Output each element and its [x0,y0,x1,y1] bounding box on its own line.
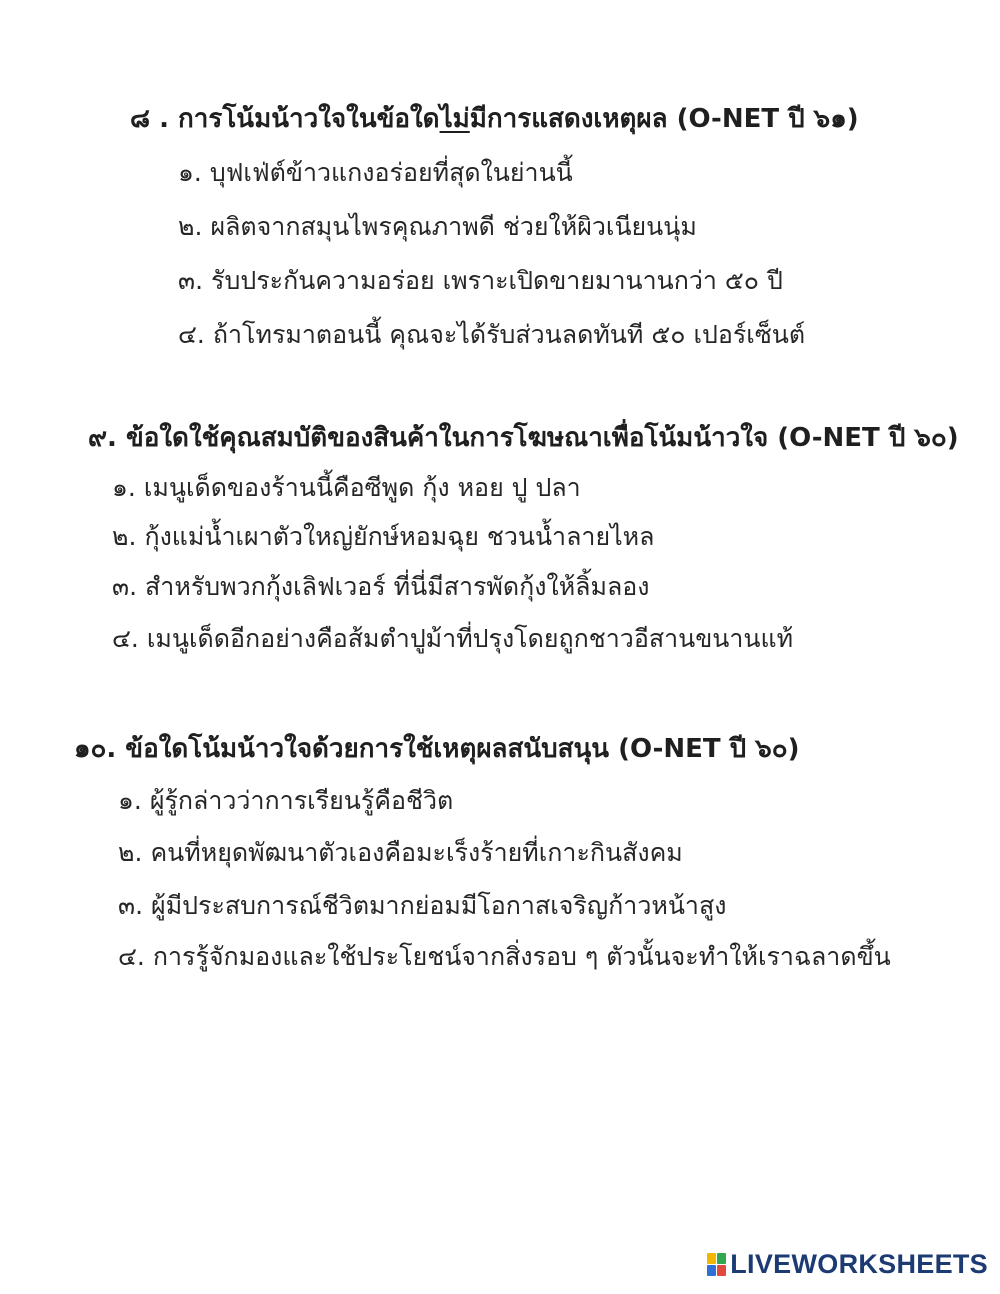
option-number: ๔. [118,942,145,971]
option-text: รับประกันความอร่อย เพราะเปิดขายมานานกว่า ๕๐ ปี [211,266,783,295]
option-number: ๔. [112,624,139,653]
option-4 [112,622,793,656]
option-number: ๒. [118,838,143,867]
option-1 [112,471,581,505]
option-4 [178,318,805,352]
option-number: ๓. [178,266,204,295]
option-text: ผู้รู้กล่าวว่าการเรียนรู้คือชีวิต [149,786,454,815]
question-title-text: ๘ . การโน้มน้าวใจในข้อใด [130,104,440,134]
option-number: ๑. [178,158,202,187]
option-text: กุ้งแม่น้ำเผาตัวใหญ่ยักษ์หอมฉุย ชวนน้ำลายไหล [144,522,655,551]
option-1 [178,156,573,190]
option-number: ๑. [112,473,136,502]
question-title-text: มีการแสดงเหตุผล (O-NET ปี ๖๑) [469,104,859,134]
option-text: สำหรับพวกกุ้งเลิฟเวอร์ ที่นี่มีสารพัดกุ้งให้ลิ้มลอง [145,572,650,601]
option-2 [112,520,654,554]
option-text: ผลิตจากสมุนไพรคุณภาพดี ช่วยให้ผิวเนียนนุ่ม [210,212,697,241]
option-number: ๒. [178,212,203,241]
option-text: บุฟเฟ่ต์ข้าวแกงอร่อยที่สุดในย่านนี้ [209,158,573,187]
underlined-word: ไม่ [439,104,470,134]
option-number: ๔. [178,320,205,349]
option-text: การรู้จักมองและใช้ประโยชน์จากสิ่งรอบ ๆ ตัวนั้นจะทำให้เราฉลาดขึ้น [152,942,891,971]
option-2 [118,836,683,870]
option-text: ผู้มีประสบการณ์ชีวิตมากย่อมมีโอกาสเจริญก้าวหน้าสูง [151,891,727,920]
logo-square-icon [707,1253,716,1264]
option-1 [118,784,453,818]
option-3 [178,264,783,298]
logo-square-icon [717,1265,726,1276]
question-title [130,101,859,137]
option-number: ๒. [112,522,137,551]
option-4 [118,940,891,974]
option-number: ๓. [118,891,144,920]
option-2 [178,210,697,244]
liveworksheets-logo [707,1249,988,1280]
logo-square-icon [707,1265,716,1276]
option-text: เมนูเด็ดของร้านนี้คือซีพูด กุ้ง หอย ปู ปลา [143,473,581,502]
liveworksheets-logo-icon [707,1253,726,1276]
option-text: คนที่หยุดพัฒนาตัวเองคือมะเร็งร้ายที่เกาะกินสังคม [150,838,683,867]
option-text: เมนูเด็ดอีกอย่างคือส้มตำปูม้าที่ปรุงโดยถูกชาวอีสานขนานแท้ [146,624,794,653]
logo-square-icon [717,1253,726,1264]
logo-text: LIVEWORKSHEETS [730,1249,988,1279]
option-text: ถ้าโทรมาตอนนี้ คุณจะได้รับส่วนลดทันที ๕๐ เปอร์เซ็นต์ [212,320,806,349]
question-title: ๑๐. ข้อใดโน้มน้าวใจด้วยการใช้เหตุผลสนับสนุน (O-NET ปี ๖๐) [74,734,800,764]
option-3 [112,570,650,604]
option-number: ๓. [112,572,138,601]
option-number: ๑. [118,786,142,815]
question-title: ๙. ข้อใดใช้คุณสมบัติของสินค้าในการโฆษณาเพื่อโน้มน้าวใจ (O-NET ปี ๖๐) [88,423,959,453]
option-3 [118,889,726,923]
